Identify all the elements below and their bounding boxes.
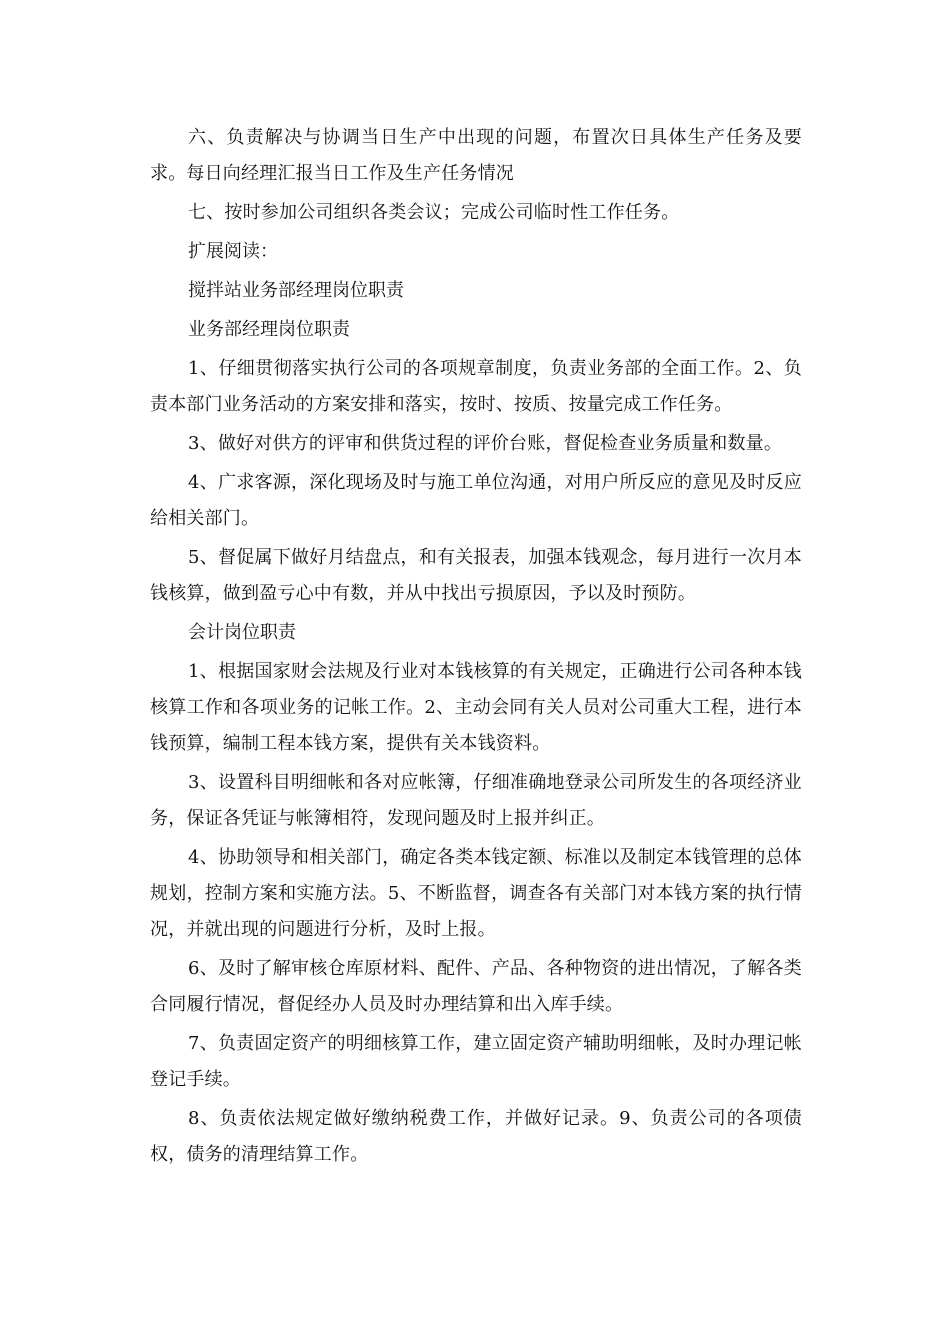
paragraph-item-6: 六、负责解决与协调当日生产中出现的问题，布置次日具体生产任务及要求。每日向经理汇报当日工作及生产任务情况 [150,127,802,184]
business-duty-5: 5、督促属下做好月结盘点，和有关报表，加强本钱观念，每月进行一次月本钱核算，做到盈亏心中有数，并从中找出亏损原因，予以及时预防。 [150,547,802,604]
business-duty-3: 3、做好对供方的评审和供货过程的评价台账，督促检查业务质量和数量。 [188,433,783,454]
accounting-duty-7: 7、负责固定资产的明细核算工作，建立固定资产辅助明细帐，及时办理记帐登记手续。 [150,1033,802,1090]
accounting-duty-3: 3、设置科目明细帐和各对应帐簿，仔细准确地登录公司所发生的各项经济业务，保证各凭证与帐簿相符，发现问题及时上报并纠正。 [150,772,802,829]
accounting-duty-6: 6、及时了解审核仓库原材料、配件、产品、各种物资的进出情况，了解各类合同履行情况，督促经办人员及时办理结算和出入库手续。 [150,958,802,1015]
accounting-duty-4-5: 4、协助领导和相关部门，确定各类本钱定额、标准以及制定本钱管理的总体规划，控制方案和实施方法。5、不断监督，调查各有关部门对本钱方案的执行情况，并就出现的问题进行分析，及时上报。 [150,847,802,940]
business-duty-1-2: 1、仔细贯彻落实执行公司的各项规章制度，负责业务部的全面工作。2、负责本部门业务活动的方案安排和落实，按时、按质、按量完成工作任务。 [150,358,802,415]
accounting-duty-8-9: 8、负责依法规定做好缴纳税费工作，并做好记录。9、负责公司的各项债权，债务的清理结算工作。 [150,1108,802,1165]
extended-reading-heading: 扩展阅读： [188,241,278,262]
business-duty-4: 4、广求客源，深化现场及时与施工单位沟通，对用户所反应的意见及时反应给相关部门。 [150,472,802,529]
document-body [150,120,802,1176]
accounting-section-title: 会计岗位职责 [188,622,296,643]
business-manager-section-title: 业务部经理岗位职责 [188,319,350,340]
accounting-duty-1-2: 1、根据国家财会法规及行业对本钱核算的有关规定，正确进行公司各种本钱核算工作和各项业务的记帐工作。2、主动会同有关人员对公司重大工程，进行本钱预算，编制工程本钱方案，提供有关本钱资料。 [150,661,802,754]
paragraph-item-7: 七、按时参加公司组织各类会议；完成公司临时性工作任务。 [188,202,680,223]
mixing-station-section-title: 搅拌站业务部经理岗位职责 [188,280,404,301]
